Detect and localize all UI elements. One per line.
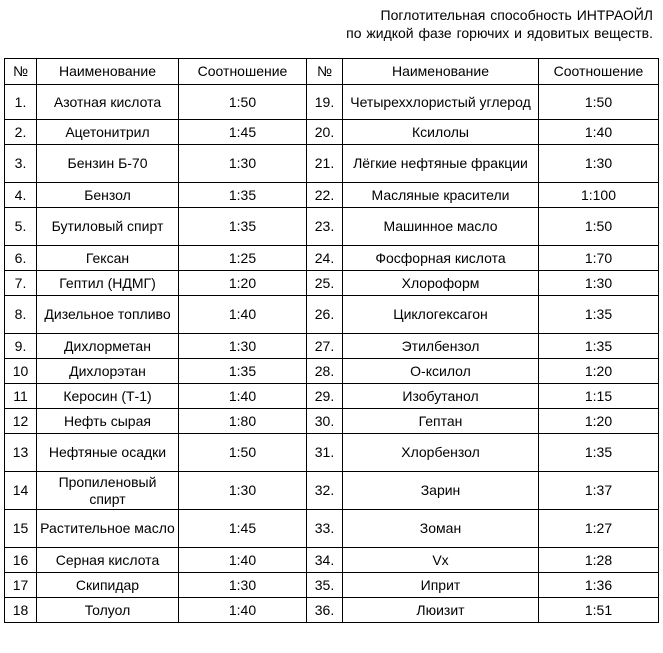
left-ratio-cell: 1:35 [179,359,307,384]
right-ratio-cell: 1:40 [539,120,659,145]
left-name-cell: Дихлорэтан [37,359,179,384]
right-num-cell: 30. [307,409,343,434]
page-title [346,6,653,42]
right-name-cell: Этилбензол [343,334,539,359]
table-row [5,384,659,409]
right-name-cell: Гептан [343,409,539,434]
right-name-cell: Циклогексагон [343,296,539,334]
right-name-cell: Зоман [343,510,539,548]
table-row [5,120,659,145]
right-ratio-cell: 1:50 [539,85,659,120]
left-ratio-cell: 1:50 [179,434,307,472]
right-ratio-cell: 1:35 [539,334,659,359]
header-row [5,59,659,85]
left-ratio-cell: 1:80 [179,409,307,434]
right-name-cell: Масляные красители [343,183,539,208]
header-num-left: № [5,59,37,85]
table-row [5,183,659,208]
right-num-cell: 22. [307,183,343,208]
right-name-cell: Четыреххлористый углерод [343,85,539,120]
right-name-cell: Ксилолы [343,120,539,145]
table-row [5,246,659,271]
right-ratio-cell: 1:15 [539,384,659,409]
table-row [5,598,659,623]
right-name-cell: Иприт [343,573,539,598]
left-name-cell: Бензол [37,183,179,208]
right-num-cell: 33. [307,510,343,548]
left-ratio-cell: 1:45 [179,510,307,548]
left-name-cell: Гептил (НДМГ) [37,271,179,296]
table-row [5,434,659,472]
right-num-cell: 25. [307,271,343,296]
table-row [5,409,659,434]
right-num-cell: 21. [307,145,343,183]
left-num-cell: 9. [5,334,37,359]
right-ratio-cell: 1:51 [539,598,659,623]
left-name-cell: Толуол [37,598,179,623]
right-ratio-cell: 1:100 [539,183,659,208]
left-ratio-cell: 1:30 [179,472,307,510]
left-num-cell: 1. [5,85,37,120]
left-ratio-cell: 1:35 [179,208,307,246]
table-row [5,271,659,296]
right-name-cell: Люизит [343,598,539,623]
left-name-cell: Нефтяные осадки [37,434,179,472]
right-name-cell: Машинное масло [343,208,539,246]
left-ratio-cell: 1:30 [179,145,307,183]
right-name-cell: Лёгкие нефтяные фракции [343,145,539,183]
header-name-left: Наименование [37,59,179,85]
left-num-cell: 4. [5,183,37,208]
left-name-cell: Керосин (Т-1) [37,384,179,409]
right-name-cell: О-ксилол [343,359,539,384]
table-row [5,472,659,510]
left-ratio-cell: 1:30 [179,334,307,359]
right-ratio-cell: 1:36 [539,573,659,598]
header-ratio-right: Соотношение [539,59,659,85]
left-name-cell: Бутиловый спирт [37,208,179,246]
left-ratio-cell: 1:50 [179,85,307,120]
right-name-cell: Хлорбензол [343,434,539,472]
left-num-cell: 10 [5,359,37,384]
table-body [5,85,659,623]
left-ratio-cell: 1:45 [179,120,307,145]
title-line-1: Поглотительная способность ИНТРАОЙЛ [380,7,653,23]
left-name-cell: Нефть сырая [37,409,179,434]
left-num-cell: 11 [5,384,37,409]
left-num-cell: 8. [5,296,37,334]
right-num-cell: 19. [307,85,343,120]
header-num-right: № [307,59,343,85]
right-ratio-cell: 1:20 [539,409,659,434]
left-name-cell: Бензин Б-70 [37,145,179,183]
right-num-cell: 32. [307,472,343,510]
left-ratio-cell: 1:40 [179,296,307,334]
right-ratio-cell: 1:50 [539,208,659,246]
right-ratio-cell: 1:70 [539,246,659,271]
left-ratio-cell: 1:40 [179,384,307,409]
left-ratio-cell: 1:40 [179,548,307,573]
table-row [5,85,659,120]
left-num-cell: 15 [5,510,37,548]
right-ratio-cell: 1:30 [539,145,659,183]
table-row [5,296,659,334]
left-num-cell: 12 [5,409,37,434]
left-num-cell: 18 [5,598,37,623]
table-row [5,359,659,384]
right-name-cell: Фосфорная кислота [343,246,539,271]
absorption-table [4,58,659,623]
right-name-cell: Хлороформ [343,271,539,296]
left-name-cell: Азотная кислота [37,85,179,120]
left-ratio-cell: 1:20 [179,271,307,296]
table-row [5,573,659,598]
right-num-cell: 35. [307,573,343,598]
left-num-cell: 13 [5,434,37,472]
right-num-cell: 24. [307,246,343,271]
left-num-cell: 7. [5,271,37,296]
right-num-cell: 23. [307,208,343,246]
left-num-cell: 16 [5,548,37,573]
right-ratio-cell: 1:20 [539,359,659,384]
left-name-cell: Скипидар [37,573,179,598]
left-num-cell: 2. [5,120,37,145]
right-num-cell: 26. [307,296,343,334]
table-row [5,334,659,359]
left-name-cell: Ацетонитрил [37,120,179,145]
left-ratio-cell: 1:40 [179,598,307,623]
left-ratio-cell: 1:30 [179,573,307,598]
table-row [5,548,659,573]
left-num-cell: 17 [5,573,37,598]
left-num-cell: 5. [5,208,37,246]
title-line-2: по жидкой фазе горючих и ядовитых веществ. [346,25,653,41]
right-name-cell: Изобутанол [343,384,539,409]
right-num-cell: 31. [307,434,343,472]
right-num-cell: 29. [307,384,343,409]
right-name-cell: Vx [343,548,539,573]
right-num-cell: 36. [307,598,343,623]
right-ratio-cell: 1:27 [539,510,659,548]
left-num-cell: 6. [5,246,37,271]
right-ratio-cell: 1:37 [539,472,659,510]
left-name-cell: Дихлорметан [37,334,179,359]
left-name-cell: Дизельное топливо [37,296,179,334]
left-name-cell: Пропиленовый спирт [37,472,179,510]
left-num-cell: 3. [5,145,37,183]
right-num-cell: 34. [307,548,343,573]
right-num-cell: 27. [307,334,343,359]
right-ratio-cell: 1:35 [539,296,659,334]
left-num-cell: 14 [5,472,37,510]
left-name-cell: Растительное масло [37,510,179,548]
right-ratio-cell: 1:35 [539,434,659,472]
table-row [5,208,659,246]
table-row [5,510,659,548]
left-name-cell: Гексан [37,246,179,271]
right-num-cell: 20. [307,120,343,145]
right-ratio-cell: 1:28 [539,548,659,573]
header-ratio-left: Соотношение [179,59,307,85]
table-row [5,145,659,183]
header-name-right: Наименование [343,59,539,85]
left-ratio-cell: 1:35 [179,183,307,208]
left-name-cell: Серная кислота [37,548,179,573]
right-ratio-cell: 1:30 [539,271,659,296]
right-num-cell: 28. [307,359,343,384]
left-ratio-cell: 1:25 [179,246,307,271]
right-name-cell: Зарин [343,472,539,510]
